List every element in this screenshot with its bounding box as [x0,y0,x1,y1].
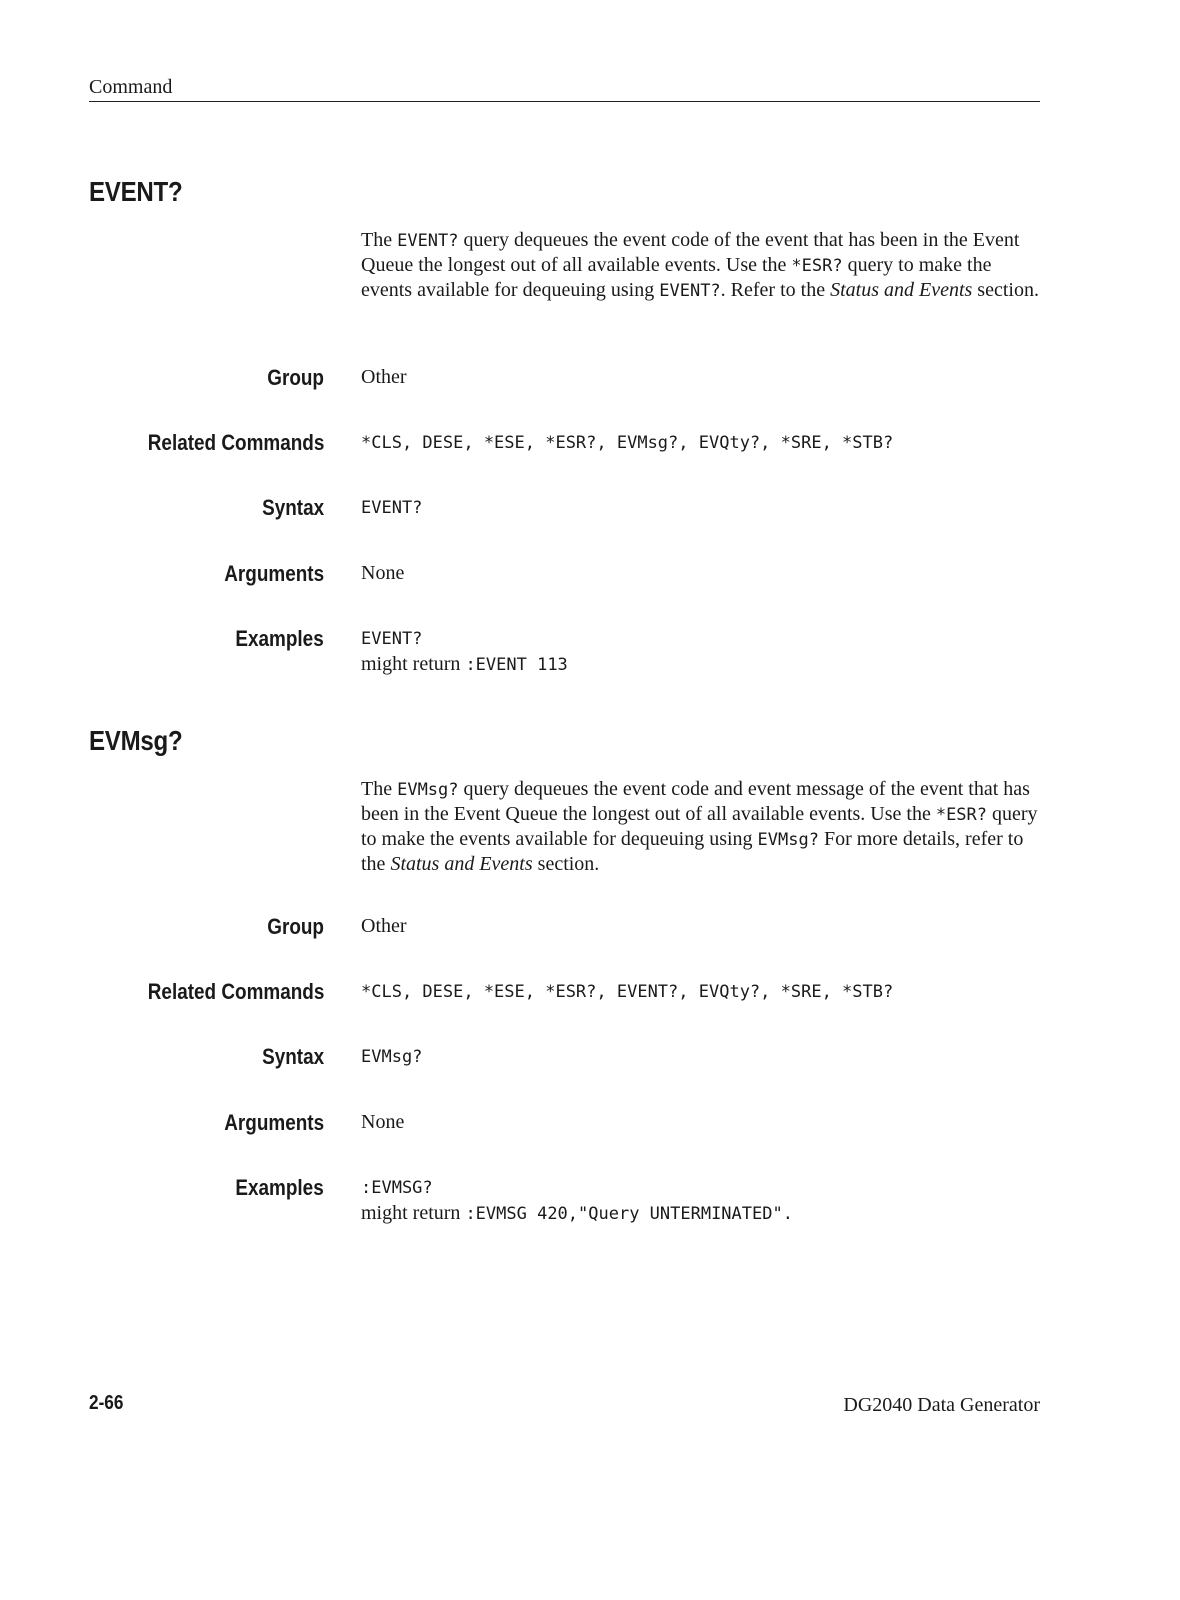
examples-label: Examples [235,1175,324,1200]
group-value: Other [361,915,407,937]
section-description-event: The EVENT? query dequeues the event code of the event that has been in the Event Queue the longest out of all available events. Use the *ESR? query to make the events available for dequeuing using EVENT?. Refer to the Status and Events section. [361,229,1039,301]
syntax-value: EVENT? [361,498,423,518]
example-return: might return :EVENT 113 [361,653,568,675]
related-commands-value: *CLS, DESE, *ESE, *ESR?, EVENT?, EVQty?, *SRE, *STB? [361,982,894,1002]
group-value: Other [361,366,407,388]
page-number: 2-66 [89,1392,124,1414]
product-name: DG2040 Data Generator [843,1394,1040,1416]
examples-label: Examples [235,626,324,651]
arguments-value: None [361,562,405,584]
arguments-value: None [361,1111,405,1133]
running-header: Command [89,76,1040,102]
example-return: might return :EVMSG 420,"Query UNTERMINATED". [361,1202,793,1224]
section-title-evmsg: EVMsg? [89,725,183,756]
related-commands-value: *CLS, DESE, *ESE, *ESR?, EVMsg?, EVQty?, *SRE, *STB? [361,433,894,453]
arguments-label: Arguments [224,1110,324,1135]
related-commands-label: Related Commands [147,430,324,455]
section-description-evmsg: The EVMsg? query dequeues the event code and event message of the event that has been in the Event Queue the longest out of all available events. Use the *ESR? query to make the events available for dequeuing using EVMsg? For more details, refer to the Status and Events section. [361,778,1038,875]
syntax-label: Syntax [261,1044,324,1069]
examples-value [361,627,568,678]
group-label: Group [267,365,324,390]
example-command: EVENT? [361,629,423,649]
example-command: :EVMSG? [361,1178,433,1198]
arguments-label: Arguments [224,561,324,586]
related-commands-label: Related Commands [147,979,324,1004]
examples-value [361,1176,793,1227]
group-label: Group [267,914,324,939]
section-title-event: EVENT? [89,176,183,207]
syntax-value: EVMsg? [361,1047,423,1067]
syntax-label: Syntax [261,495,324,520]
